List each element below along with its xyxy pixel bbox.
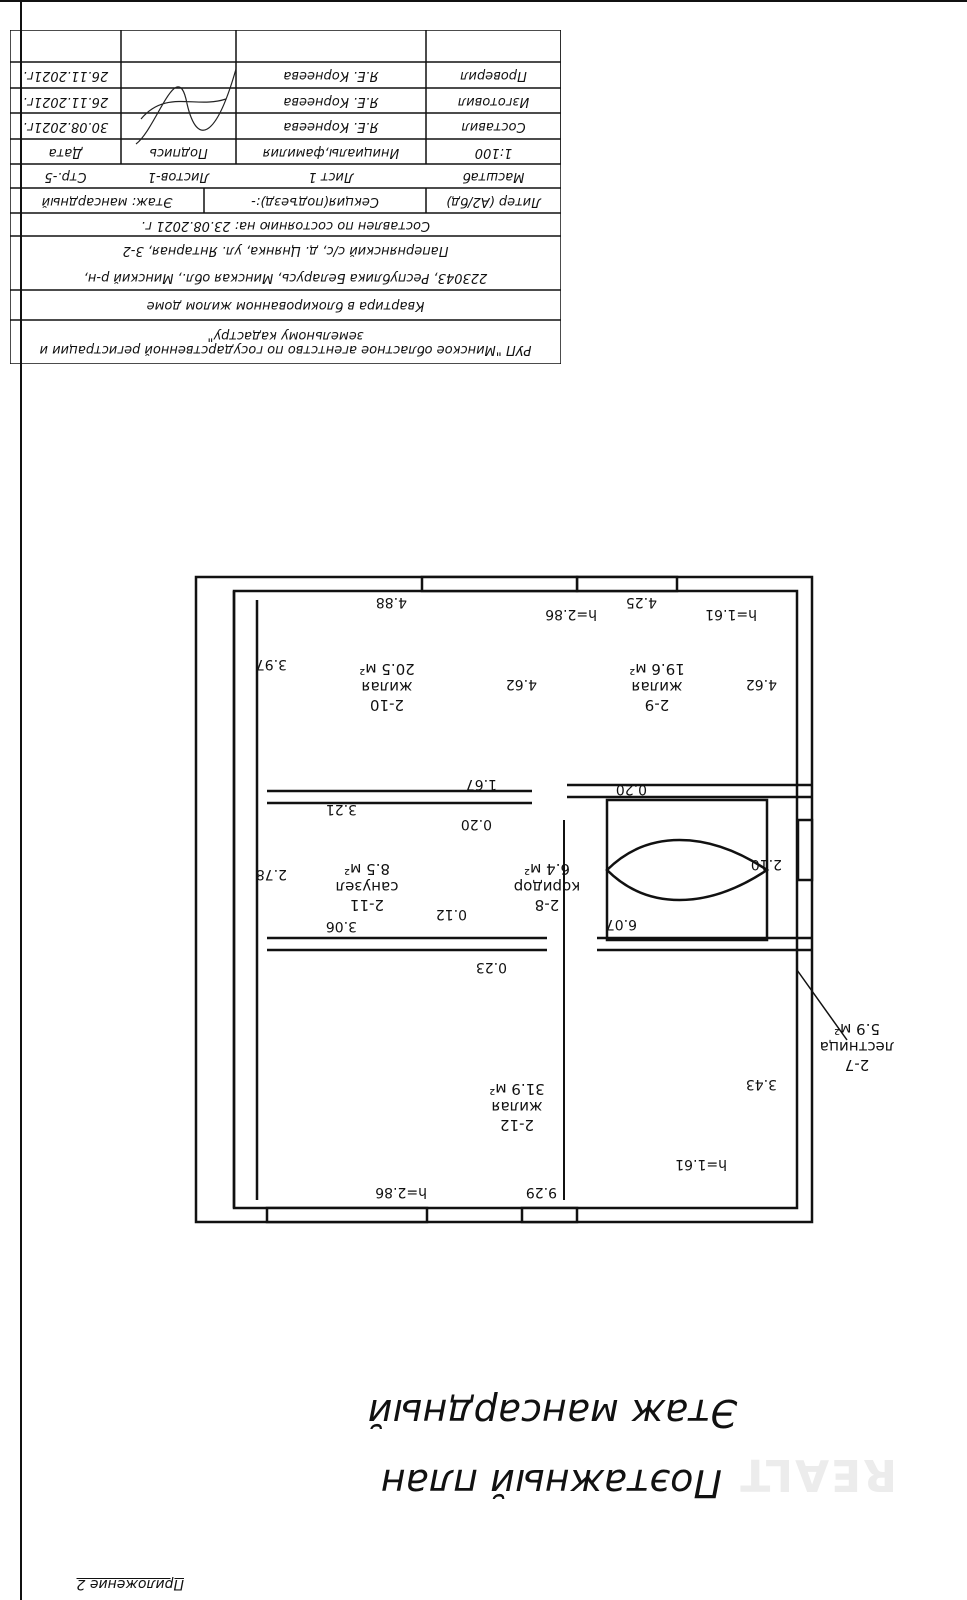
tb-row-date: 26.11.2021г.: [22, 68, 109, 84]
room-2-8-type: коридор: [513, 878, 581, 896]
room-2-12-area: 31.9 м²: [489, 1080, 545, 1098]
tb-scale-value: 1:100: [474, 144, 513, 160]
room-2-8-area: 6.4 м²: [524, 860, 570, 878]
stair-curve: [607, 840, 767, 900]
room-2-7-area: 5.9 м²: [834, 1020, 880, 1038]
tb-page-ref: Стр.-5: [44, 169, 87, 185]
dim-6-07: 6.07: [605, 916, 637, 932]
tb-col-date: Дата: [48, 144, 83, 160]
dim-3-06: 3.06: [325, 918, 357, 934]
tb-row-name: Я.Е. Корнеева: [283, 93, 379, 109]
dim-h-2-86-top: h=2.86: [375, 1184, 427, 1200]
dim-0-20-b: 0.20: [615, 781, 647, 797]
room-2-11-area: 8.5 м²: [344, 860, 390, 878]
tb-address-2: Папернянский с/с, д. Цнянка, ул. Янтарная, 3-2: [122, 242, 449, 258]
room-2-9-area: 19.6 м²: [629, 660, 685, 678]
tb-state-date: Составлен по состоянию на: 23.08.2021 г.: [140, 217, 431, 233]
dim-3-43: 3.43: [745, 1076, 777, 1092]
window-5: [798, 820, 812, 880]
dim-9-29: 9.29: [525, 1184, 557, 1200]
signature: [126, 49, 246, 159]
tb-sheets: Листов-1: [147, 169, 210, 185]
room-2-10-area: 20.5 м²: [359, 660, 415, 678]
room-2-10-type: жилая: [361, 678, 413, 696]
room-2-10-id: 2-10: [369, 696, 405, 714]
dim-4-62-mid: 4.62: [505, 676, 537, 692]
tb-col-signature: Подпись: [149, 144, 208, 160]
room-2-12-id: 2-12: [499, 1116, 535, 1134]
room-2-11-type: санузел: [335, 878, 399, 896]
room-2-12-type: жилая: [491, 1098, 543, 1116]
tb-row-date: 30.08.2021г.: [22, 119, 109, 135]
tb-row-date: 26.11.2021г.: [22, 93, 109, 109]
dim-1-67: 1.67: [465, 776, 497, 792]
room-2-7-type: лестница: [819, 1038, 895, 1056]
room-2-11-id: 2-11: [349, 896, 385, 914]
dim-0-12: 0.12: [435, 906, 467, 922]
dim-0-23: 0.23: [475, 959, 507, 975]
tb-row-role: Изготовил: [457, 93, 530, 109]
dim-h-2-86-bot: h=2.86: [545, 606, 597, 622]
plan-title: Поэтажный план: [380, 1461, 722, 1505]
tb-row-role: Проверил: [460, 68, 527, 84]
floor-name: Этаж мансардный: [367, 1391, 737, 1435]
tb-floor: Этаж: мансардный: [41, 193, 173, 209]
tb-sheet: Лист 1: [308, 169, 354, 185]
room-2-7-id: 2-7: [844, 1056, 870, 1074]
appendix-label: Приложение 2: [76, 1576, 184, 1592]
tb-col-initials: Инициалы,фамилия: [262, 144, 400, 160]
dim-4-25: 4.25: [625, 594, 657, 610]
tb-object: Квартира в блокированном жилом доме: [146, 298, 425, 314]
tb-address-1: 223043, Республика Беларусь, Минская обл., Минский р-н,: [83, 269, 488, 285]
window-1: [522, 1208, 577, 1222]
tb-organization: РУП "Минское областное агентство по государственной регистрации и земельному кадастру": [39, 328, 532, 358]
watermark: REALT: [738, 1449, 897, 1500]
dim-0-20-a: 0.20: [460, 816, 492, 832]
room-2-9-type: жилая: [631, 678, 683, 696]
tb-liter: Литер (А2/бд): [446, 193, 541, 209]
title-block: [10, 30, 561, 364]
room-2-8-id: 2-8: [534, 896, 560, 914]
window-2: [267, 1208, 427, 1222]
dim-4-88: 4.88: [375, 594, 407, 610]
dim-3-97: 3.97: [255, 656, 287, 672]
room-2-9-id: 2-9: [644, 696, 670, 714]
page-top-line: [0, 0, 967, 2]
tb-section: Секция(подъезд):-: [251, 193, 379, 209]
dim-h-1-61-top: h=1.61: [675, 1156, 727, 1172]
dim-2-78: 2.78: [255, 866, 287, 882]
tb-row-name: Я.Е. Корнеева: [283, 68, 379, 84]
dim-2-10: 2.10: [750, 856, 782, 872]
tb-row-name: Я.Е. Корнеева: [283, 119, 379, 135]
dim-3-21: 3.21: [325, 801, 357, 817]
tb-scale-label: Масштаб: [462, 169, 525, 185]
dim-4-62-right: 4.62: [745, 676, 777, 692]
dim-h-1-61-bot: h=1.61: [705, 606, 757, 622]
window-4: [422, 577, 577, 591]
window-3: [577, 577, 677, 591]
tb-row-role: Составил: [461, 119, 526, 135]
